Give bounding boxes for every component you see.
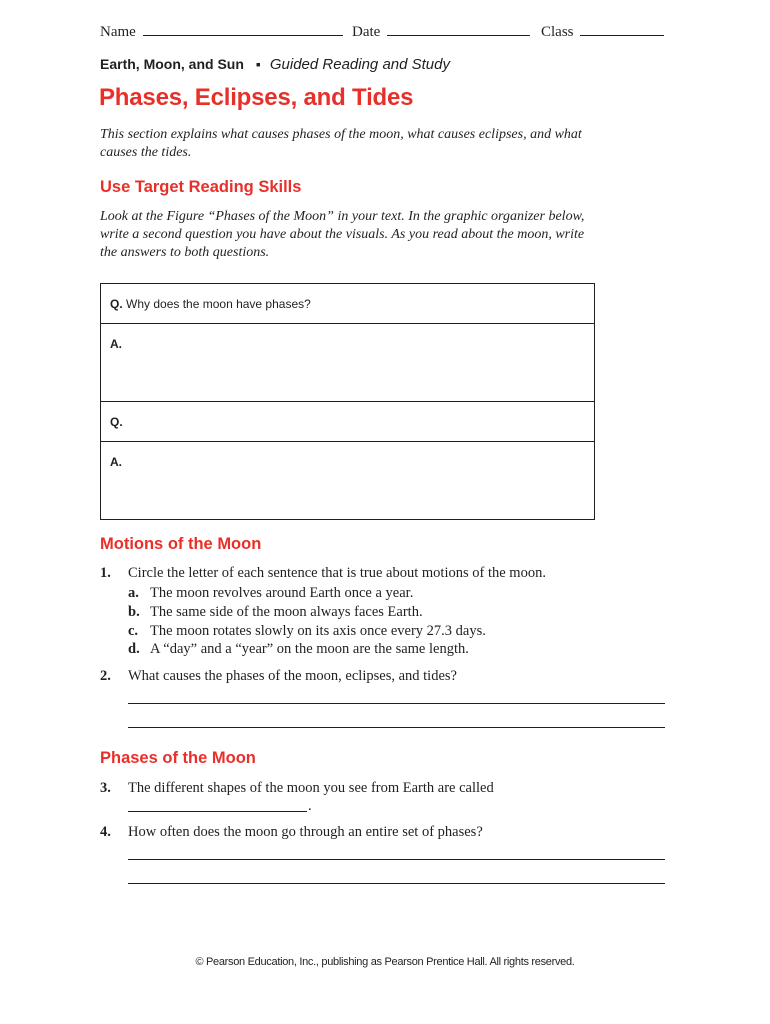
a2-label: A. bbox=[110, 455, 122, 469]
organizer-question-2[interactable] bbox=[101, 402, 594, 442]
class-field bbox=[541, 24, 664, 41]
q1-text: Why does the moon have phases? bbox=[126, 297, 311, 311]
option-c-text: The moon rotates slowly on its axis once every 27.3 days. bbox=[150, 623, 486, 639]
chapter-line bbox=[100, 56, 450, 73]
a1-label: A. bbox=[110, 337, 122, 351]
name-field bbox=[100, 24, 343, 41]
option-a[interactable] bbox=[128, 585, 413, 602]
question-3-number: 3. bbox=[100, 780, 111, 796]
q2-label: Q. bbox=[110, 415, 123, 429]
question-2 bbox=[100, 667, 670, 687]
question-3-text: The different shapes of the moon you see from Earth are called bbox=[128, 780, 494, 796]
option-a-text: The moon revolves around Earth once a year. bbox=[150, 585, 414, 601]
date-field bbox=[352, 24, 530, 41]
option-b-letter: b. bbox=[128, 604, 140, 620]
question-3 bbox=[100, 779, 670, 799]
answer-line-q4-1[interactable] bbox=[128, 859, 665, 860]
option-c[interactable] bbox=[128, 623, 486, 640]
section-heading-phases: Phases of the Moon bbox=[100, 749, 256, 767]
question-2-number: 2. bbox=[100, 668, 111, 684]
answer-line-q4-2[interactable] bbox=[128, 883, 665, 884]
date-label: Date bbox=[352, 24, 381, 40]
name-label: Name bbox=[100, 24, 136, 40]
answer-line-q2-1[interactable] bbox=[128, 703, 665, 704]
name-input-line[interactable] bbox=[143, 24, 343, 36]
organizer-question-1[interactable] bbox=[101, 284, 594, 324]
option-d[interactable] bbox=[128, 641, 469, 658]
option-d-text: A “day” and a “year” on the moon are the same length. bbox=[150, 641, 469, 657]
organizer-answer-1[interactable] bbox=[101, 324, 594, 402]
date-input-line[interactable] bbox=[387, 24, 530, 36]
chapter-book: Earth, Moon, and Sun bbox=[100, 56, 244, 72]
question-4-number: 4. bbox=[100, 824, 111, 840]
question-4 bbox=[100, 823, 670, 843]
graphic-organizer bbox=[100, 283, 595, 520]
answer-line-q2-2[interactable] bbox=[128, 727, 665, 728]
question-1-text: Circle the letter of each sentence that is true about motions of the moon. bbox=[128, 565, 546, 581]
option-b-text: The same side of the moon always faces Earth. bbox=[150, 604, 423, 620]
answer-line-q3[interactable] bbox=[128, 811, 307, 812]
question-2-text: What causes the phases of the moon, eclipses, and tides? bbox=[128, 668, 457, 684]
option-d-letter: d. bbox=[128, 641, 140, 657]
class-label: Class bbox=[541, 24, 574, 40]
section-heading-motions: Motions of the Moon bbox=[100, 535, 262, 553]
class-input-line[interactable] bbox=[580, 24, 664, 36]
option-c-letter: c. bbox=[128, 623, 139, 639]
section-heading-reading-skills: Use Target Reading Skills bbox=[100, 178, 302, 196]
page-title: Phases, Eclipses, and Tides bbox=[99, 84, 414, 111]
intro-text: This section explains what causes phases of the moon, what causes eclipses, and what causes the tides. bbox=[100, 127, 582, 160]
chapter-subtitle: Guided Reading and Study bbox=[269, 56, 450, 73]
organizer-answer-2[interactable] bbox=[101, 442, 594, 519]
instructions-text: Look at the Figure “Phases of the Moon” in your text. In the graphic organizer below, write a second question you have about the visuals. As you read about the moon, write the answers to both questions. bbox=[100, 209, 585, 260]
question-1 bbox=[100, 564, 670, 584]
bullet-separator-icon: ▪ bbox=[255, 56, 261, 72]
question-4-text: How often does the moon go through an entire set of phases? bbox=[128, 824, 483, 840]
q1-label: Q. bbox=[110, 297, 123, 311]
option-a-letter: a. bbox=[128, 585, 139, 601]
question-1-number: 1. bbox=[100, 565, 111, 581]
copyright-footer: © Pearson Education, Inc., publishing as Pearson Prentice Hall. All rights reserved. bbox=[195, 956, 575, 968]
question-3-period: . bbox=[308, 798, 312, 814]
option-b[interactable] bbox=[128, 604, 423, 621]
